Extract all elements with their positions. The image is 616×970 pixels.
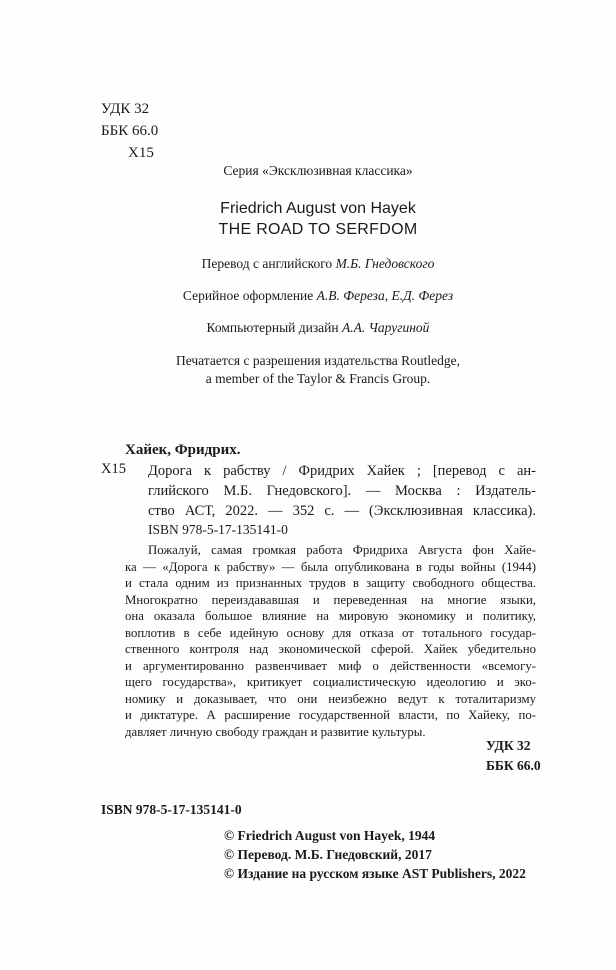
abstract-line: и стала одним из признанных трудов в защиту свободного общества. bbox=[125, 576, 536, 590]
bbk-code: ББК 66.0 bbox=[486, 758, 541, 773]
copyright-line: © Friedrich August von Hayek, 1944 bbox=[224, 828, 436, 843]
credit-name: М.Б. Гнедовского bbox=[335, 256, 435, 271]
catalog-author-mark: Х15 bbox=[101, 461, 126, 477]
abstract-line: и диктатуре. А расширение государственной власти, по Хайеку, по- bbox=[125, 708, 536, 722]
catalog-heading: Хайек, Фридрих. bbox=[125, 442, 241, 458]
abstract-line: и аргументированно развенчивает миф о действенности «всемогу- bbox=[125, 658, 536, 673]
copyright-line: © Издание на русском языке AST Publishers, 2022 bbox=[224, 866, 526, 881]
abstract-line: ка — «Дорога к рабству» — была опубликована в годы войны (1944) bbox=[125, 559, 536, 574]
bib-line: Дорога к рабству / Фридрих Хайек ; [перевод с ан- bbox=[148, 463, 536, 479]
abstract-line: она оказала большое влияние на мировую экономику и политику, bbox=[125, 609, 536, 623]
catalog-isbn: ISBN 978-5-17-135141-0 bbox=[148, 522, 288, 537]
book-abstract bbox=[125, 542, 536, 740]
abstract-line: давляет личную свободу граждан и развитие культуры. bbox=[125, 724, 426, 739]
abstract-line: Пожалуй, самая громкая работа Фридриха Августа фон Хайе- bbox=[148, 543, 536, 557]
udk-code: УДК 32 bbox=[101, 101, 150, 117]
abstract-line: Многократно переиздававшая и переведенная на многие языки, bbox=[125, 592, 536, 607]
udk-code: УДК 32 bbox=[486, 738, 531, 753]
credit-computer-design bbox=[0, 320, 616, 336]
credit-label: Компьютерный дизайн bbox=[206, 320, 339, 335]
permission-line: a member of the Taylor & Francis Group. bbox=[205, 371, 431, 386]
credit-series-design bbox=[0, 288, 616, 304]
abstract-line: щего государства», критикует социалистическую идеологию и эко- bbox=[125, 675, 536, 689]
credit-translation bbox=[0, 256, 616, 272]
isbn-number: ISBN 978-5-17-135141-0 bbox=[101, 802, 242, 817]
permission-line: Печатается с разрешения издательства Routledge, bbox=[175, 353, 461, 368]
permission-notice bbox=[0, 352, 616, 388]
credit-label: Серийное оформление bbox=[182, 288, 314, 303]
copyright-block bbox=[224, 826, 526, 883]
original-title: THE ROAD TO SERFDOM bbox=[218, 221, 418, 238]
original-author: Friedrich August von Hayek bbox=[220, 200, 416, 217]
bib-line: глийского М.Б. Гнедовского]. — Москва : Издатель- bbox=[148, 483, 536, 499]
abstract-line: номику и доказывает, что они неизбежно ведут к тоталитаризму bbox=[125, 691, 536, 706]
credit-name: А.В. Фереза, Е.Д. Ферез bbox=[316, 288, 454, 303]
bbk-code: ББК 66.0 bbox=[101, 123, 159, 139]
credit-label: Перевод с английского bbox=[201, 256, 333, 271]
bib-line: ство АСТ, 2022. — 352 с. — (Эксклюзивная классика). bbox=[148, 503, 536, 519]
abstract-line: ственного контроля над экономической сферой. Хайек убедительно bbox=[125, 642, 536, 656]
series-title: Серия «Эксклюзивная классика» bbox=[223, 163, 413, 178]
catalog-codes bbox=[486, 736, 541, 776]
credit-name: А.А. Чаругиной bbox=[341, 320, 430, 335]
bibliographic-description bbox=[148, 461, 536, 521]
copyright-line: © Перевод. М.Б. Гнедовский, 2017 bbox=[224, 847, 432, 862]
classification-codes bbox=[101, 98, 158, 164]
author-mark: Х15 bbox=[128, 145, 154, 161]
abstract-line: воплотив в себе идейную основу для отказа от тотального государ- bbox=[125, 625, 536, 640]
